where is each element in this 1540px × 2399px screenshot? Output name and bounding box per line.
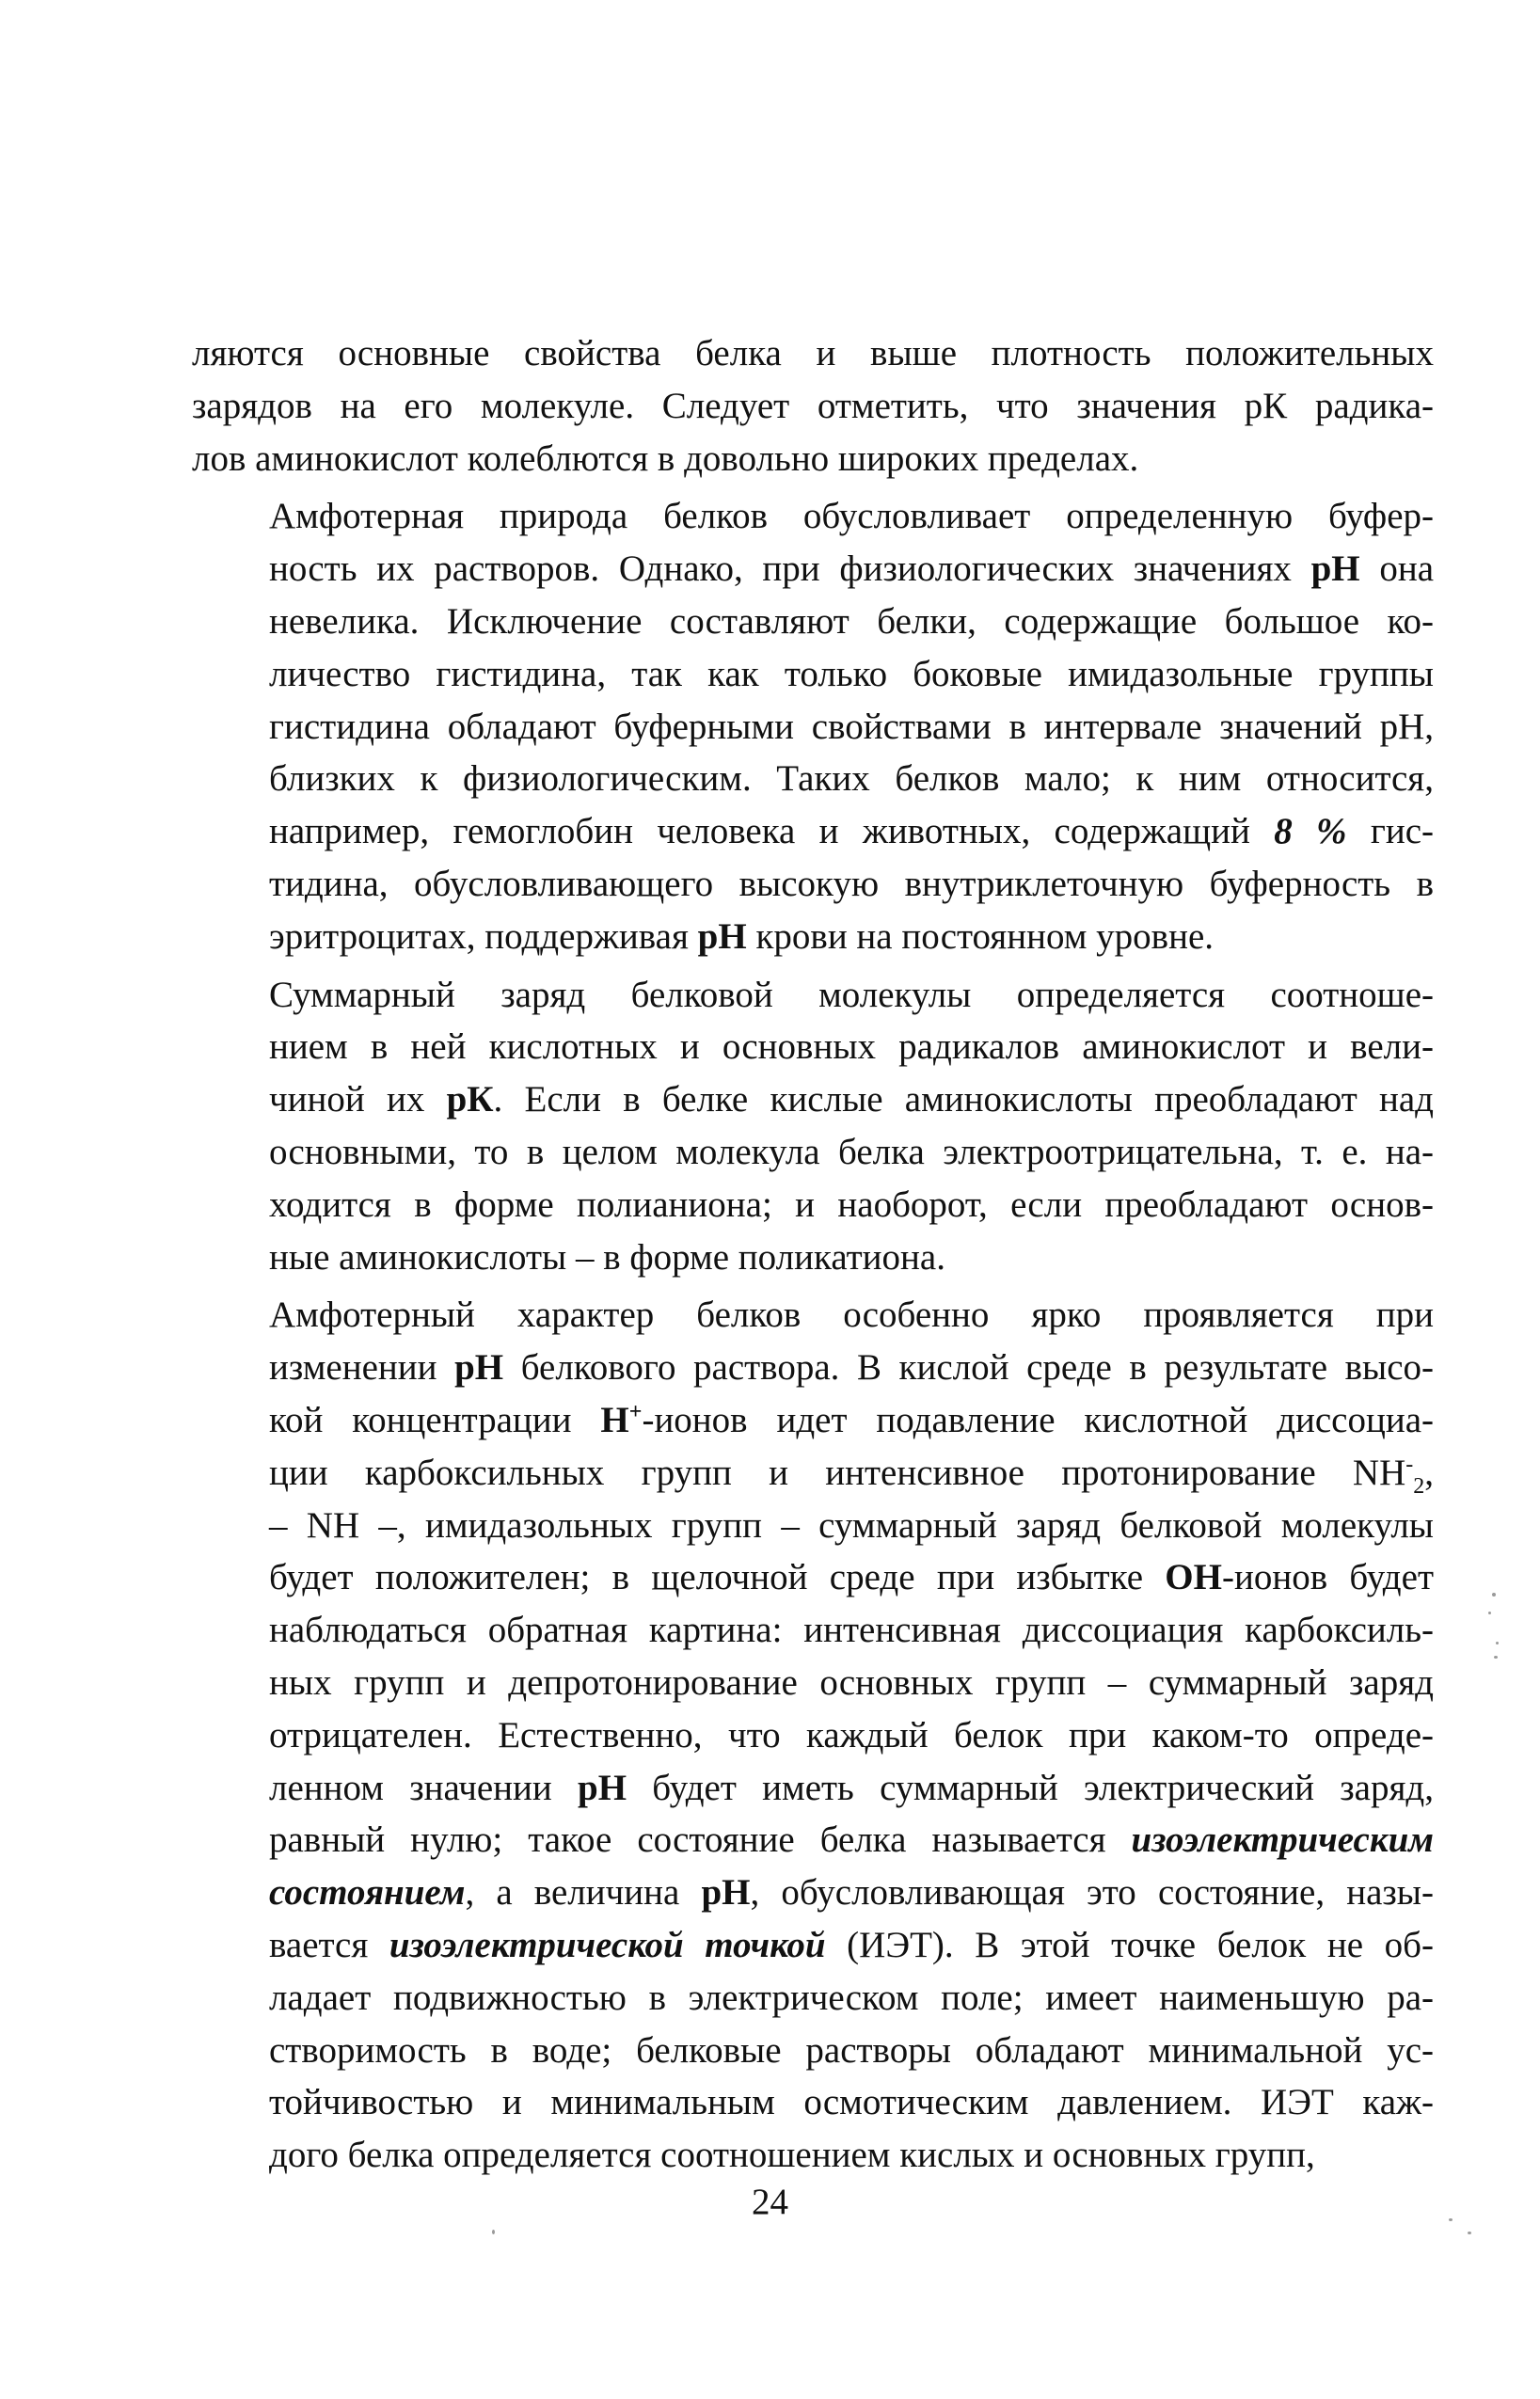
- text-line: [192, 858, 1434, 911]
- text-line: [192, 1179, 1434, 1231]
- text-run: изменении: [269, 1347, 455, 1389]
- bold-term: рК: [446, 1079, 494, 1120]
- text-line: [192, 969, 1434, 1022]
- bold-term: pH: [454, 1347, 504, 1389]
- paragraph: [192, 327, 1434, 485]
- text-line: [192, 490, 1434, 543]
- text-run: гистидина обладают буферными свойствами в интервале значений рН,: [269, 706, 1434, 747]
- text-run: , а величина: [465, 1872, 702, 1914]
- text-line: [192, 1709, 1434, 1762]
- text-line: [192, 1289, 1434, 1342]
- text-line: [192, 2076, 1434, 2129]
- body-text: [192, 327, 1434, 2187]
- text-line: [192, 2129, 1434, 2182]
- text-line: [192, 1867, 1434, 1919]
- text-run: невелика. Исключение составляют белки, содержащие большое ко-: [269, 600, 1434, 642]
- text-run: лов аминокислот колеблются в довольно широких пределах.: [192, 437, 1139, 479]
- text-run: основными, то в целом молекула белка электроотрицательна, т. е. на-: [269, 1131, 1434, 1172]
- text-run: тидина, обусловливающего высокую внутриклеточную буферность в: [269, 863, 1434, 904]
- emphasized-term: 8 %: [1274, 811, 1347, 852]
- text-run: крови на постоянном уровне.: [746, 915, 1215, 957]
- bold-term: H: [600, 1399, 629, 1440]
- text-run: ходится в форме полианиона; и наоборот, если преобладают основ-: [269, 1184, 1434, 1225]
- emphasized-term: изоэлектрическим: [1131, 1819, 1434, 1861]
- text-run: белкового раствора. В кислой среде в результате высо-: [503, 1347, 1434, 1389]
- text-run: ладает подвижностью в электрическом поле; имеет наименьшую ра-: [269, 1977, 1434, 2018]
- paragraph: [192, 1289, 1434, 2182]
- text-run: ленном значении: [269, 1767, 579, 1808]
- scan-speck: [1494, 1656, 1498, 1659]
- text-run: вается: [269, 1924, 389, 1965]
- text-run: гис-: [1346, 811, 1434, 852]
- text-line: [192, 753, 1434, 805]
- text-line: [192, 543, 1434, 596]
- text-run: . Если в белке кислые аминокислоты преобладают над: [493, 1079, 1434, 1120]
- text-run: ные аминокислоты – в форме поликатиона.: [269, 1236, 945, 1278]
- text-line: [192, 1394, 1434, 1447]
- page-number: 24: [752, 2182, 788, 2222]
- text-run: ных групп и депротонирование основных групп – суммарный заряд: [269, 1661, 1434, 1703]
- text-run: -ионов идет подавление кислотной диссоциа-: [642, 1399, 1435, 1440]
- text-run: дого белка определяется соотношением кислых и основных групп,: [269, 2135, 1315, 2176]
- text-run: зарядов на его молекуле. Следует отметить, что значения рК радика-: [192, 385, 1434, 426]
- text-line: [192, 380, 1434, 433]
- text-line: [192, 701, 1434, 754]
- text-line: [192, 1342, 1434, 1394]
- text-line: [192, 1231, 1434, 1284]
- superscript: -: [1405, 1452, 1414, 1477]
- bold-term: OH: [1165, 1557, 1222, 1598]
- text-run: – NH –, имидазольных групп – суммарный заряд белковой молекулы: [269, 1504, 1434, 1546]
- text-line: [192, 1762, 1434, 1815]
- text-line: [192, 596, 1434, 648]
- text-run: ,: [1424, 1452, 1434, 1493]
- bold-term: pH: [697, 915, 747, 957]
- paragraph: [192, 969, 1434, 1284]
- emphasized-term: изоэлектрической точкой: [389, 1924, 826, 1965]
- bold-term: pH: [1310, 548, 1360, 590]
- superscript: +: [628, 1399, 643, 1424]
- text-line: [192, 1657, 1434, 1709]
- text-line: [192, 1073, 1434, 1126]
- scan-speck: [1449, 2218, 1453, 2221]
- scan-speck: [1488, 1612, 1491, 1614]
- text-line: [192, 1447, 1434, 1500]
- text-line: [192, 1972, 1434, 2025]
- bold-term: pH: [701, 1872, 751, 1914]
- text-line: [192, 1814, 1434, 1867]
- text-line: [192, 1500, 1434, 1552]
- text-run: кой концентрации: [269, 1399, 601, 1440]
- scan-speck: [1468, 2232, 1471, 2234]
- text-line: [192, 648, 1434, 701]
- text-run: чиной их: [269, 1079, 447, 1120]
- text-run: Амфотерный характер белков особенно ярко проявляется при: [269, 1295, 1434, 1336]
- text-line: [192, 1126, 1434, 1179]
- text-run: равный нулю; такое состояние белка называется: [269, 1819, 1132, 1861]
- text-run: -ионов будет: [1221, 1557, 1434, 1598]
- text-run: отрицателен. Естественно, что каждый белок при каком-то опреде-: [269, 1714, 1434, 1756]
- text-line: [192, 2025, 1434, 2077]
- text-run: личество гистидина, так как только боковые имидазольные группы: [269, 653, 1434, 694]
- scan-speck: [1496, 1642, 1499, 1644]
- text-run: (ИЭТ). В этой точке белок не об-: [825, 1924, 1435, 1965]
- emphasized-term: состоянием: [269, 1872, 466, 1914]
- text-line: [192, 327, 1434, 380]
- text-run: эритроцитах, поддерживая: [269, 915, 698, 957]
- paragraph: [192, 490, 1434, 962]
- bold-term: pH: [578, 1767, 627, 1808]
- text-line: [192, 911, 1434, 963]
- text-run: Суммарный заряд белковой молекулы определяется соотноше-: [269, 974, 1434, 1015]
- text-run: ляются основные свойства белка и выше плотность положительных: [192, 333, 1434, 373]
- text-run: Амфотерная природа белков обусловливает определенную буфер-: [269, 496, 1434, 537]
- text-run: ции карбоксильных групп и интенсивное протонирование NH: [269, 1452, 1406, 1493]
- text-run: нием в ней кислотных и основных радикалов аминокислот и вели-: [269, 1026, 1434, 1068]
- text-line: [192, 1021, 1434, 1073]
- text-run: она: [1359, 548, 1434, 590]
- text-run: будет положителен; в щелочной среде при избытке: [269, 1557, 1166, 1598]
- text-run: тойчивостью и минимальным осмотическим давлением. ИЭТ каж-: [269, 2082, 1434, 2123]
- text-run: наблюдаться обратная картина: интенсивная диссоциация карбоксиль-: [269, 1610, 1434, 1651]
- text-line: [192, 1919, 1434, 1972]
- text-line: [192, 1604, 1434, 1657]
- subscript: 2: [1413, 1473, 1425, 1499]
- text-run: будет иметь суммарный электрический заряд,: [627, 1767, 1434, 1808]
- scan-speck: [492, 2230, 495, 2234]
- text-line: [192, 805, 1434, 858]
- scan-speck: [1492, 1593, 1496, 1597]
- text-run: ность их растворов. Однако, при физиологических значениях: [269, 548, 1311, 590]
- text-line: [192, 433, 1434, 485]
- text-run: створимость в воде; белковые растворы обладают минимальной ус-: [269, 2029, 1434, 2071]
- text-run: , обусловливающая это состояние, назы-: [750, 1872, 1435, 1914]
- text-line: [192, 1551, 1434, 1604]
- text-run: близких к физиологическим. Таких белков мало; к ним относится,: [269, 758, 1434, 800]
- text-run: например, гемоглобин человека и животных, содержащий: [269, 811, 1275, 852]
